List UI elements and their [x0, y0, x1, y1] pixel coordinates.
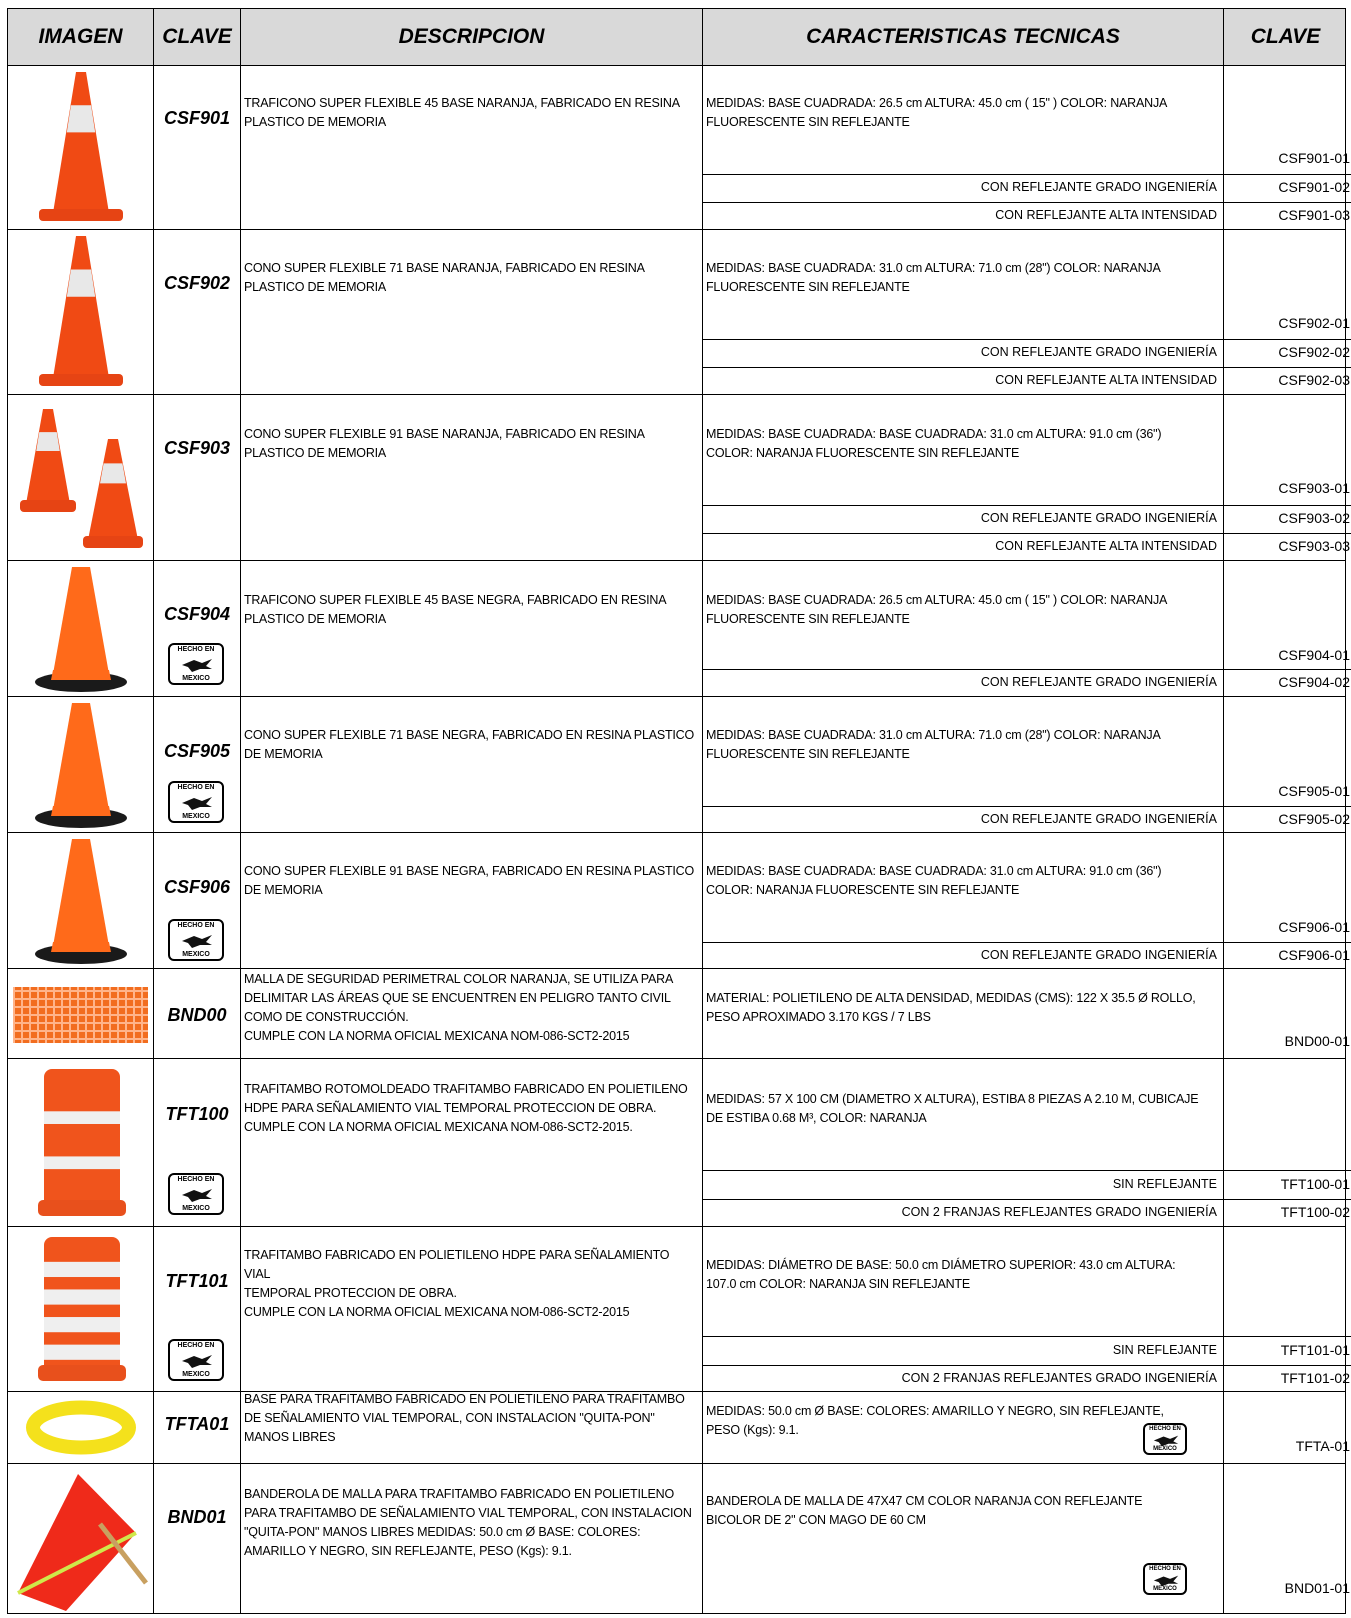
product-image-cell: [8, 969, 154, 1058]
base-code: CSF901-01: [1278, 150, 1350, 166]
variant-label: CON REFLEJANTE GRADO INGENIERÍA: [980, 180, 1217, 194]
product-description: CONO SUPER FLEXIBLE 71 BASE NEGRA, FABRICADO EN RESINA PLASTICO DE MEMORIA: [244, 728, 695, 761]
badge-bottom-text: MEXICO: [182, 1371, 210, 1378]
product-image-cell: [8, 833, 154, 968]
product-clave: CSF903: [163, 438, 231, 458]
badge-top-text: HECHO EN: [177, 922, 215, 929]
description-cell: [241, 1392, 703, 1463]
variant-divider: [703, 174, 1223, 175]
product-row: [7, 1227, 1350, 1392]
specs-cell: [703, 230, 1224, 394]
product-clave: TFTA01: [164, 1414, 230, 1434]
product-description: BASE PARA TRAFITAMBO FABRICADO EN POLIETILENO PARA TRAFITAMBO DE SEÑALAMIENTO VIAL TEMPORAL, CON INSTALACION "QUITA-PON" MANOS LIBRES: [244, 1392, 685, 1444]
product-clave: BND00: [167, 1005, 227, 1025]
base-code: BND00-01: [1284, 1033, 1350, 1049]
code-cell: [1224, 561, 1351, 696]
description-cell: [241, 1227, 703, 1391]
variant-divider: [1224, 339, 1351, 340]
code-cell: [1224, 1392, 1351, 1463]
clave-cell: [154, 697, 241, 832]
description-cell: [241, 230, 703, 394]
clave-cell: [154, 1464, 241, 1613]
variant-code: TFT100-01: [1280, 1175, 1350, 1192]
variant-divider: [1224, 505, 1351, 506]
clave-cell: [154, 833, 241, 968]
clave-cell: [154, 230, 241, 394]
variant-label: CON REFLEJANTE ALTA INTENSIDAD: [995, 539, 1217, 553]
variant-divider: [1224, 806, 1351, 807]
badge-bottom-text: MEXICO: [182, 675, 210, 682]
variant-label: CON REFLEJANTE GRADO INGENIERÍA: [980, 675, 1217, 689]
product-specs: MEDIDAS: BASE CUADRADA: 26.5 cm ALTURA: 45.0 cm ( 15" ) COLOR: NARANJA FLUORESCENTE SIN REFLEJANTE: [706, 593, 1168, 626]
variant-divider: [1224, 669, 1351, 670]
variant-label: SIN REFLEJANTE: [1112, 1176, 1217, 1191]
product-description: BANDEROLA DE MALLA PARA TRAFITAMBO FABRICADO EN POLIETILENO PARA TRAFITAMBO DE SEÑALAMIENTO VIAL TEMPORAL, CON INSTALACION "QUITA-PON" MANOS LIBRES MEDIDAS: 50.0 cm Ø BASE: COLORES: AMARILLO Y NEGRO, SIN REFLEJANTE, PESO (Kgs): 9.1.: [244, 1487, 692, 1558]
base-code: CSF902-01: [1278, 315, 1350, 331]
badge-bottom-text: MEXICO: [182, 951, 210, 958]
base-code: CSF905-01: [1278, 783, 1350, 799]
specs-cell: [703, 66, 1224, 229]
cone-black-base-icon: [8, 561, 154, 696]
variant-divider: [703, 339, 1223, 340]
product-image-cell: [8, 66, 154, 229]
product-image-cell: [8, 230, 154, 394]
variant-divider: [703, 942, 1223, 943]
variant-code: TFT101-02: [1280, 1369, 1350, 1386]
product-description: CONO SUPER FLEXIBLE 91 BASE NARANJA, FABRICADO EN RESINA PLASTICO DE MEMORIA: [244, 427, 645, 460]
variant-divider: [1224, 367, 1351, 368]
eagle-icon: [180, 657, 214, 673]
specs-cell: [703, 969, 1224, 1058]
product-description: TRAFICONO SUPER FLEXIBLE 45 BASE NEGRA, FABRICADO EN RESINA PLASTICO DE MEMORIA: [244, 593, 667, 626]
product-image-cell: [8, 1059, 154, 1226]
badge-bottom-text: MEXICO: [182, 1205, 210, 1212]
variant-divider: [703, 202, 1223, 203]
product-clave: CSF902: [163, 273, 231, 293]
specs-cell: [703, 561, 1224, 696]
description-cell: [241, 833, 703, 968]
product-specs: MEDIDAS: BASE CUADRADA: BASE CUADRADA: 31.0 cm ALTURA: 91.0 cm (36") COLOR: NARANJA FLUORESCENTE SIN REFLEJANTE: [706, 864, 1162, 897]
cone-black-base-icon: [8, 833, 154, 968]
base-code: CSF906-01: [1278, 919, 1350, 935]
header-descripcion: DESCRIPCION: [241, 9, 703, 65]
specs-cell: [703, 1464, 1224, 1613]
hecho-en-mexico-badge: [168, 1173, 224, 1215]
striped-barrel-icon: [8, 1227, 154, 1391]
variant-divider: [703, 533, 1223, 534]
product-clave: TFT100: [165, 1104, 229, 1124]
specs-cell: [703, 1392, 1224, 1463]
variant-code: CSF902-03: [1278, 372, 1350, 388]
product-image-cell: [8, 561, 154, 696]
clave-cell: [154, 561, 241, 696]
variant-label: CON 2 FRANJAS REFLEJANTES GRADO INGENIERÍA: [901, 1205, 1217, 1219]
variant-code: CSF902-02: [1278, 344, 1350, 360]
product-specs: MATERIAL: POLIETILENO DE ALTA DENSIDAD, MEDIDAS (CMS): 122 X 35.5 Ø ROLLO, PESO APROXIMADO 3.170 KGS / 7 LBS: [706, 991, 1196, 1024]
badge-top-text: HECHO EN: [177, 784, 215, 791]
description-cell: [241, 1464, 703, 1613]
variant-code: CSF905-02: [1278, 810, 1350, 827]
product-clave: CSF901: [163, 108, 231, 128]
product-row: [7, 1464, 1350, 1614]
variant-label: CON REFLEJANTE ALTA INTENSIDAD: [995, 208, 1217, 222]
code-cell: [1224, 697, 1351, 832]
variant-code: CSF901-03: [1278, 207, 1350, 223]
variant-divider: [1224, 202, 1351, 203]
code-cell: [1224, 395, 1351, 560]
hecho-en-mexico-badge: [1143, 1563, 1187, 1595]
product-description: TRAFITAMBO FABRICADO EN POLIETILENO HDPE PARA SEÑALAMIENTO VIAL TEMPORAL PROTECCION DE OBRA. CUMPLE CON LA NORMA OFICIAL MEXICANA NOM-086-SCT2-2015: [244, 1248, 670, 1319]
eagle-icon: [180, 1187, 214, 1203]
product-image-cell: [8, 1392, 154, 1463]
product-clave: CSF906: [163, 877, 231, 897]
base-code: CSF903-01: [1278, 480, 1350, 496]
badge-top-text: HECHO EN: [1149, 1426, 1181, 1432]
badge-top-text: HECHO EN: [1149, 1566, 1181, 1572]
variant-divider: [1224, 1365, 1351, 1366]
product-row: [7, 1392, 1350, 1464]
code-cell: [1224, 1227, 1351, 1391]
badge-top-text: HECHO EN: [177, 1342, 215, 1349]
product-description: CONO SUPER FLEXIBLE 91 BASE NEGRA, FABRICADO EN RESINA PLASTICO DE MEMORIA: [244, 864, 695, 897]
variant-code: CSF903-02: [1278, 510, 1350, 526]
cone-white-band-icon: [8, 66, 154, 229]
barrel-icon: [8, 1059, 154, 1226]
code-cell: [1224, 1059, 1351, 1226]
variant-label: CON 2 FRANJAS REFLEJANTES GRADO INGENIERÍA: [901, 1370, 1217, 1385]
variant-divider: [703, 806, 1223, 807]
eagle-icon: [180, 795, 214, 811]
product-clave: BND01: [167, 1507, 227, 1527]
variant-divider: [1224, 1199, 1351, 1200]
clave-cell: [154, 1227, 241, 1391]
variant-label: CON REFLEJANTE ALTA INTENSIDAD: [995, 373, 1217, 387]
clave-cell: [154, 1059, 241, 1226]
code-cell: [1224, 969, 1351, 1058]
product-row: [7, 66, 1350, 230]
description-cell: [241, 395, 703, 560]
specs-cell: [703, 833, 1224, 968]
hecho-en-mexico-badge: [1143, 1423, 1187, 1455]
clave-cell: [154, 1392, 241, 1463]
product-row: [7, 230, 1350, 395]
header-clave: CLAVE: [154, 9, 241, 65]
specs-cell: [703, 1059, 1224, 1226]
product-image-cell: [8, 1227, 154, 1391]
product-image-cell: [8, 697, 154, 832]
variant-divider: [703, 1199, 1223, 1200]
description-cell: [241, 697, 703, 832]
variant-divider: [703, 1365, 1223, 1366]
product-row: [7, 697, 1350, 833]
base-code: TFTA-01: [1295, 1438, 1350, 1454]
base-code: CSF904-01: [1278, 647, 1350, 663]
badge-bottom-text: MEXICO: [1153, 1586, 1177, 1592]
product-specs: MEDIDAS: BASE CUADRADA: BASE CUADRADA: 31.0 cm ALTURA: 91.0 cm (36") COLOR: NARANJA FLUORESCENTE SIN REFLEJANTE: [706, 427, 1162, 460]
variant-code: CSF904-02: [1278, 674, 1350, 690]
product-image-cell: [8, 395, 154, 560]
variant-label: CON REFLEJANTE GRADO INGENIERÍA: [980, 511, 1217, 525]
product-specs: MEDIDAS: 57 X 100 CM (DIAMETRO X ALTURA), ESTIBA 8 PIEZAS A 2.10 M, CUBICAJE DE ESTIBA 0.68 M³, COLOR: NARANJA: [706, 1092, 1199, 1125]
base-code: BND01-01: [1284, 1580, 1350, 1596]
description-cell: [241, 1059, 703, 1226]
product-row: [7, 1059, 1350, 1227]
variant-divider: [1224, 1170, 1351, 1171]
variant-divider: [1224, 533, 1351, 534]
code-cell: [1224, 833, 1351, 968]
product-description: CONO SUPER FLEXIBLE 71 BASE NARANJA, FABRICADO EN RESINA PLASTICO DE MEMORIA: [244, 261, 645, 294]
variant-divider: [1224, 174, 1351, 175]
product-row: [7, 833, 1350, 969]
variant-divider: [703, 367, 1223, 368]
variant-label: CON REFLEJANTE GRADO INGENIERÍA: [980, 811, 1217, 826]
two-cones-icon: [8, 395, 154, 560]
specs-cell: [703, 395, 1224, 560]
variant-divider: [703, 669, 1223, 670]
variant-code: CSF903-03: [1278, 538, 1350, 554]
specs-cell: [703, 697, 1224, 832]
variant-label: CON REFLEJANTE GRADO INGENIERÍA: [980, 345, 1217, 359]
badge-bottom-text: MEXICO: [1153, 1446, 1177, 1452]
specs-cell: [703, 1227, 1224, 1391]
table-header: [7, 8, 1346, 66]
product-row: [7, 969, 1350, 1059]
badge-top-text: HECHO EN: [177, 1176, 215, 1183]
mesh-flag-icon: [8, 1464, 154, 1613]
product-description: MALLA DE SEGURIDAD PERIMETRAL COLOR NARANJA, SE UTILIZA PARA DELIMITAR LAS ÁREAS QUE SE ENCUENTREN EN PELIGRO TANTO CIVIL COMO DE CONSTRUCCIÓN. CUMPLE CON LA NORMA OFICIAL MEXICANA NOM-086-SCT2-2015: [244, 972, 674, 1043]
eagle-icon: [180, 933, 214, 949]
description-cell: [241, 561, 703, 696]
product-specs: BANDEROLA DE MALLA DE 47X47 CM COLOR NARANJA CON REFLEJANTE BICOLOR DE 2" CON MAGO DE 60 CM: [706, 1494, 1143, 1527]
product-image-cell: [8, 1464, 154, 1613]
hecho-en-mexico-badge: [168, 643, 224, 685]
eagle-icon: [180, 1353, 214, 1369]
description-cell: [241, 969, 703, 1058]
product-specs: MEDIDAS: 50.0 cm Ø BASE: COLORES: AMARILLO Y NEGRO, SIN REFLEJANTE, PESO (Kgs): 9.1.: [706, 1404, 1164, 1437]
code-cell: [1224, 66, 1351, 229]
orange-mesh-roll-icon: [8, 969, 154, 1058]
header-imagen: IMAGEN: [8, 9, 154, 65]
code-cell: [1224, 1464, 1351, 1613]
badge-bottom-text: MEXICO: [182, 813, 210, 820]
product-clave: CSF905: [163, 741, 231, 761]
yellow-ring-base-icon: [8, 1392, 154, 1463]
product-description: TRAFICONO SUPER FLEXIBLE 45 BASE NARANJA, FABRICADO EN RESINA PLASTICO DE MEMORIA: [244, 96, 680, 129]
variant-divider: [1224, 1336, 1351, 1337]
variant-divider: [703, 505, 1223, 506]
variant-label: CON REFLEJANTE GRADO INGENIERÍA: [980, 947, 1217, 962]
variant-divider: [703, 1170, 1223, 1171]
description-cell: [241, 66, 703, 229]
variant-code: CSF901-02: [1278, 179, 1350, 195]
product-specs: MEDIDAS: BASE CUADRADA: 31.0 cm ALTURA: 71.0 cm (28") COLOR: NARANJA FLUORESCENTE SIN REFLEJANTE: [706, 728, 1161, 761]
hecho-en-mexico-badge: [168, 781, 224, 823]
cone-black-base-icon: [8, 697, 154, 832]
product-row: [7, 395, 1350, 561]
product-specs: MEDIDAS: DIÁMETRO DE BASE: 50.0 cm DIÁMETRO SUPERIOR: 43.0 cm ALTURA: 107.0 cm COLOR: NARANJA SIN REFLEJANTE: [706, 1258, 1176, 1291]
hecho-en-mexico-badge: [168, 919, 224, 961]
variant-divider: [1224, 942, 1351, 943]
variant-code: CSF906-01: [1278, 946, 1350, 963]
product-specs: MEDIDAS: BASE CUADRADA: 26.5 cm ALTURA: 45.0 cm ( 15" ) COLOR: NARANJA FLUORESCENTE SIN REFLEJANTE: [706, 96, 1168, 129]
code-cell: [1224, 230, 1351, 394]
variant-divider: [703, 1336, 1223, 1337]
hecho-en-mexico-badge: [168, 1339, 224, 1381]
product-description: TRAFITAMBO ROTOMOLDEADO TRAFITAMBO FABRICADO EN POLIETILENO HDPE PARA SEÑALAMIENTO VIAL TEMPORAL PROTECCION DE OBRA. CUMPLE CON LA NORMA OFICIAL MEXICANA NOM-086-SCT2-2015.: [244, 1082, 688, 1134]
variant-code: TFT100-02: [1280, 1204, 1350, 1220]
variant-label: SIN REFLEJANTE: [1112, 1342, 1217, 1357]
product-clave: CSF904: [163, 604, 231, 624]
clave-cell: [154, 395, 241, 560]
badge-top-text: HECHO EN: [177, 646, 215, 653]
header-caracteristicas: CARACTERISTICAS TECNICAS: [703, 9, 1224, 65]
variant-code: TFT101-01: [1280, 1341, 1350, 1358]
product-clave: TFT101: [165, 1271, 229, 1291]
clave-cell: [154, 969, 241, 1058]
header-clave-2: CLAVE: [1250, 25, 1321, 48]
product-row: [7, 561, 1350, 697]
clave-cell: [154, 66, 241, 229]
cone-white-band-icon: [8, 230, 154, 394]
product-specs: MEDIDAS: BASE CUADRADA: 31.0 cm ALTURA: 71.0 cm (28") COLOR: NARANJA FLUORESCENTE SIN REFLEJANTE: [706, 261, 1161, 294]
